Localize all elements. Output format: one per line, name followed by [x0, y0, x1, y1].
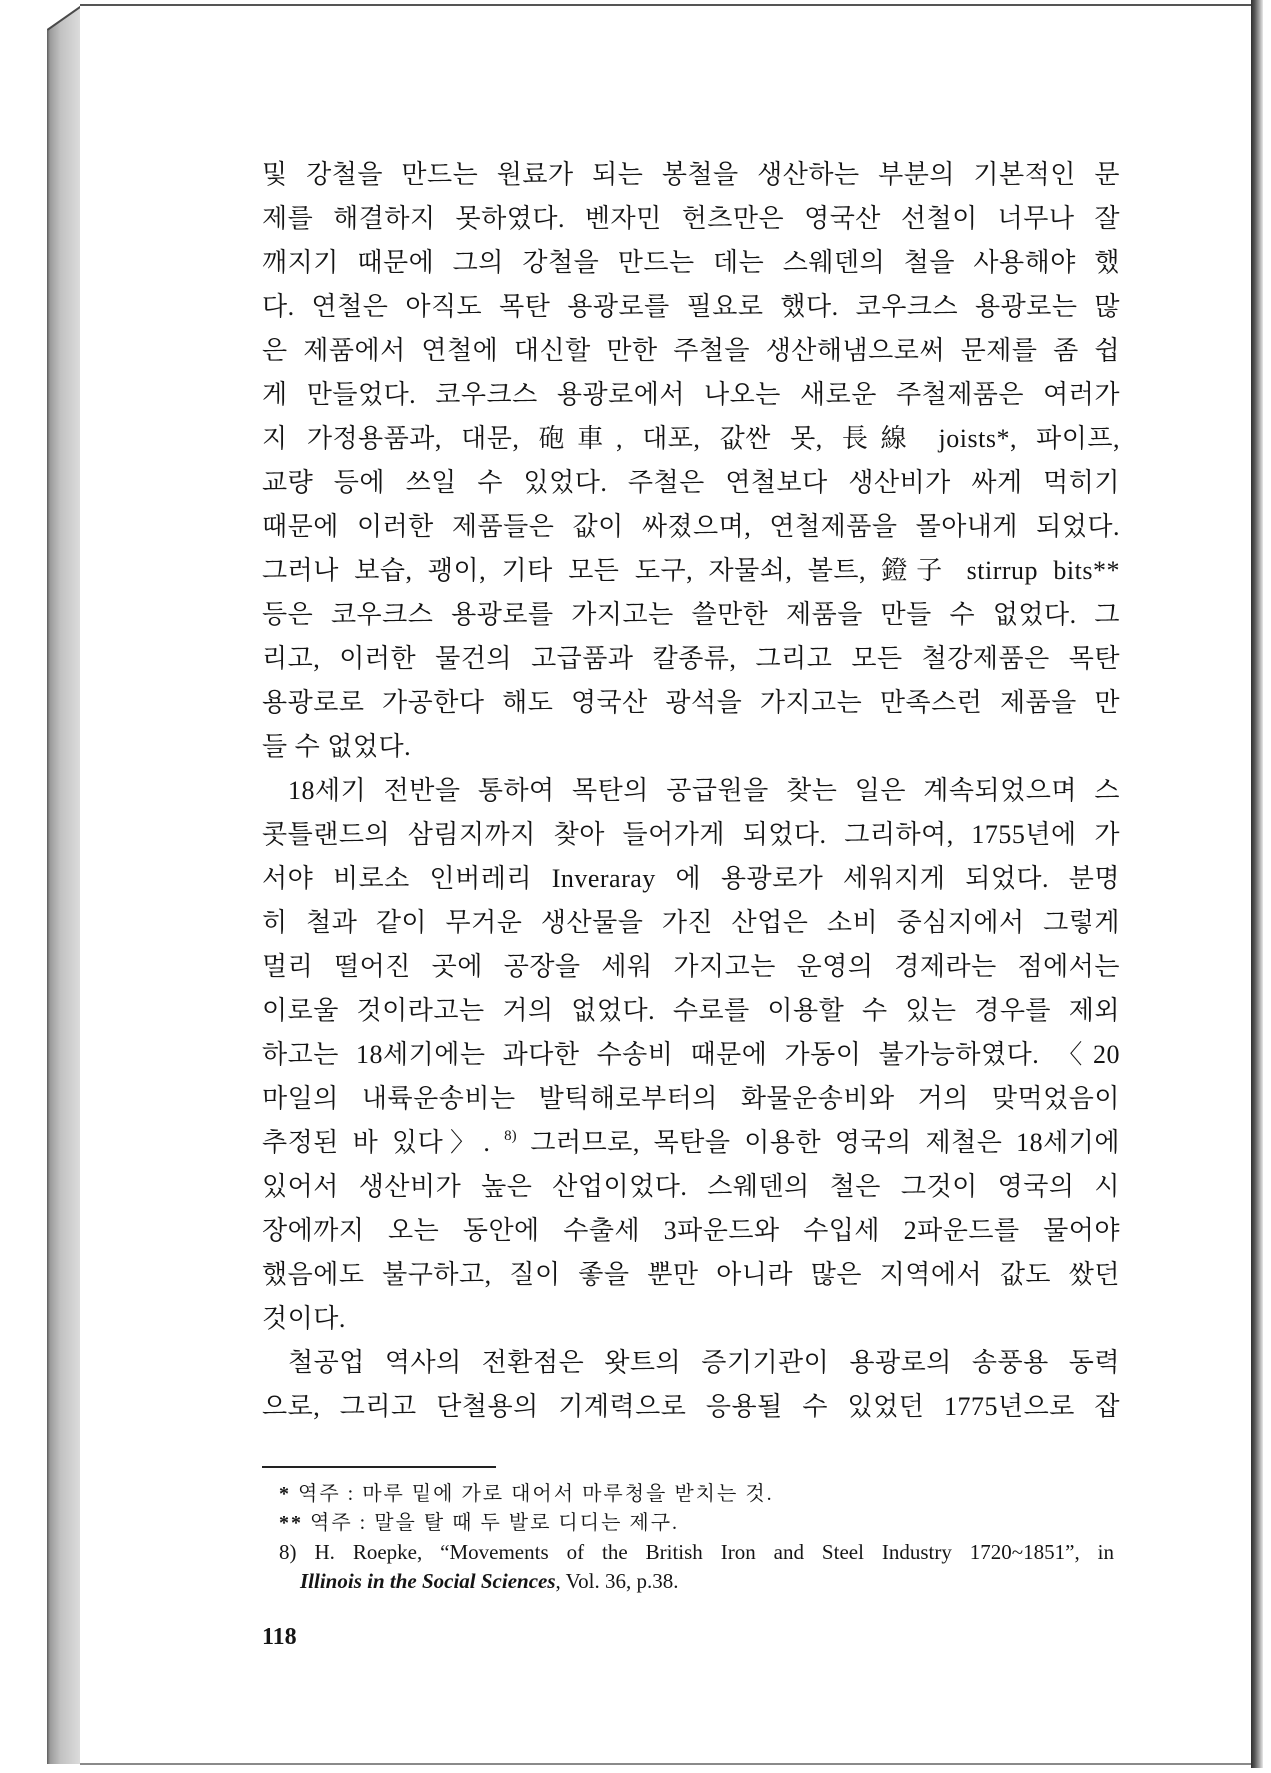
paragraph [262, 153, 1120, 769]
body-text [262, 153, 1120, 1429]
book-page [80, 4, 1252, 1765]
body-line: 했음에도 불구하고, 질이 좋을 뿐만 아니라 많은 지역에서 값도 쌌던 [262, 1260, 1120, 1289]
footnote-citation-8-continuation [279, 1567, 1114, 1596]
body-line: 마일의 내륙운송비는 발틱해로부터의 화물운송비와 거의 맞먹었음이 [262, 1084, 1120, 1113]
footnote-text: H. Roepke, “Movements of the British Iron and Steel Industry 1720~1851”, in [314, 1540, 1115, 1564]
body-line: 은 제품에서 연철에 대신할 만한 주철을 생산해냄으로써 문제를 좀 쉽 [262, 336, 1120, 365]
body-line: 그러나 보습, 괭이, 기타 모든 도구, 자물쇠, 볼트, 鐙子 stirrup bits** [262, 556, 1120, 585]
footnote-marker: 8) [279, 1540, 297, 1564]
body-line: 리고, 이러한 물건의 고급품과 칼종류, 그리고 모든 철강제품은 목탄 [262, 644, 1120, 673]
footnote-divider [262, 1466, 496, 1468]
footnote-marker: ** [279, 1512, 303, 1534]
page-number: 118 [262, 1624, 297, 1650]
body-line: 교량 등에 쓰일 수 있었다. 주철은 연철보다 생산비가 싸게 먹히기 [262, 468, 1120, 497]
footnote-source-title: Illinois in the Social Sciences [300, 1569, 556, 1593]
body-line: 들 수 없었다. [262, 732, 412, 761]
paragraph [262, 1341, 1120, 1429]
body-line: 지 가정용품과, 대문, 砲車, 대포, 값싼 못, 長線 joists*, 파이프, [262, 424, 1120, 453]
body-line: 히 철과 같이 무거운 생산물을 가진 산업은 소비 중심지에서 그렇게 [262, 908, 1120, 937]
body-line: 것이다. [262, 1304, 346, 1333]
page-shadow [1251, 0, 1263, 1768]
body-line: 용광로로 가공한다 해도 영국산 광석을 가지고는 만족스런 제품을 만 [262, 688, 1120, 717]
footnote-translator-note-1 [279, 1480, 1114, 1509]
footnotes [279, 1480, 1114, 1596]
body-line: 하고는 18세기에는 과다한 수송비 때문에 가동이 불가능하였다. 〈20 [262, 1040, 1120, 1069]
footnote-translator-note-2 [279, 1509, 1114, 1538]
paragraph [262, 769, 1120, 1341]
body-line: 때문에 이러한 제품들은 값이 싸졌으며, 연철제품을 몰아내게 되었다. [262, 512, 1120, 541]
body-line: 으로, 그리고 단철용의 기계력으로 응용될 수 있었던 1775년으로 잡 [262, 1392, 1120, 1421]
body-line: 깨지기 때문에 그의 강철을 만드는 데는 스웨덴의 철을 사용해야 했 [262, 248, 1120, 277]
body-line: 철공업 역사의 전환점은 왓트의 증기기관이 용광로의 송풍용 동력 [288, 1348, 1120, 1377]
body-line: 있어서 생산비가 높은 산업이었다. 스웨덴의 철은 그것이 영국의 시 [262, 1172, 1120, 1201]
body-line: 18세기 전반을 통하여 목탄의 공급원을 찾는 일은 계속되었으며 스 [288, 776, 1120, 805]
footnote-text: 역주 : 말을 탈 때 두 발로 디디는 제구. [310, 1512, 680, 1534]
footnote-citation-8 [279, 1538, 1114, 1567]
body-line-text: 추정된 바 있다〉. [262, 1128, 505, 1157]
body-line: 제를 해결하지 못하였다. 벤자민 헌츠만은 영국산 선철이 너무나 잘 [262, 204, 1120, 233]
body-line [262, 1121, 1120, 1165]
body-line-text: 그러므로, 목탄을 이용한 영국의 제철은 18세기에 [516, 1128, 1120, 1157]
page-edge [47, 5, 81, 1764]
body-line: 이로울 것이라고는 거의 없었다. 수로를 이용할 수 있는 경우를 제외 [262, 996, 1120, 1025]
body-line: 다. 연철은 아직도 목탄 용광로를 필요로 했다. 코우크스 용광로는 많 [262, 292, 1120, 321]
body-line: 장에까지 오는 동안에 수출세 3파운드와 수입세 2파운드를 물어야 [262, 1216, 1120, 1245]
body-line: 멀리 떨어진 곳에 공장을 세워 가지고는 운영의 경제라는 점에서는 [262, 952, 1120, 981]
footnote-reference: 8) [504, 1128, 517, 1144]
body-line: 및 강철을 만드는 원료가 되는 봉철을 생산하는 부분의 기본적인 문 [262, 160, 1120, 189]
body-line: 게 만들었다. 코우크스 용광로에서 나오는 새로운 주철제품은 여러가 [262, 380, 1120, 409]
footnote-marker: * [279, 1483, 291, 1505]
footnote-source-detail: , Vol. 36, p.38. [555, 1569, 679, 1593]
footnote-text: 역주 : 마루 밑에 가로 대어서 마루청을 받치는 것. [298, 1483, 774, 1505]
body-line: 등은 코우크스 용광로를 가지고는 쓸만한 제품을 만들 수 없었다. 그 [262, 600, 1120, 629]
body-line: 서야 비로소 인버레리 Inveraray 에 용광로가 세워지게 되었다. 분명 [262, 864, 1120, 893]
body-line: 콧틀랜드의 삼림지까지 찾아 들어가게 되었다. 그리하여, 1755년에 가 [262, 820, 1120, 849]
